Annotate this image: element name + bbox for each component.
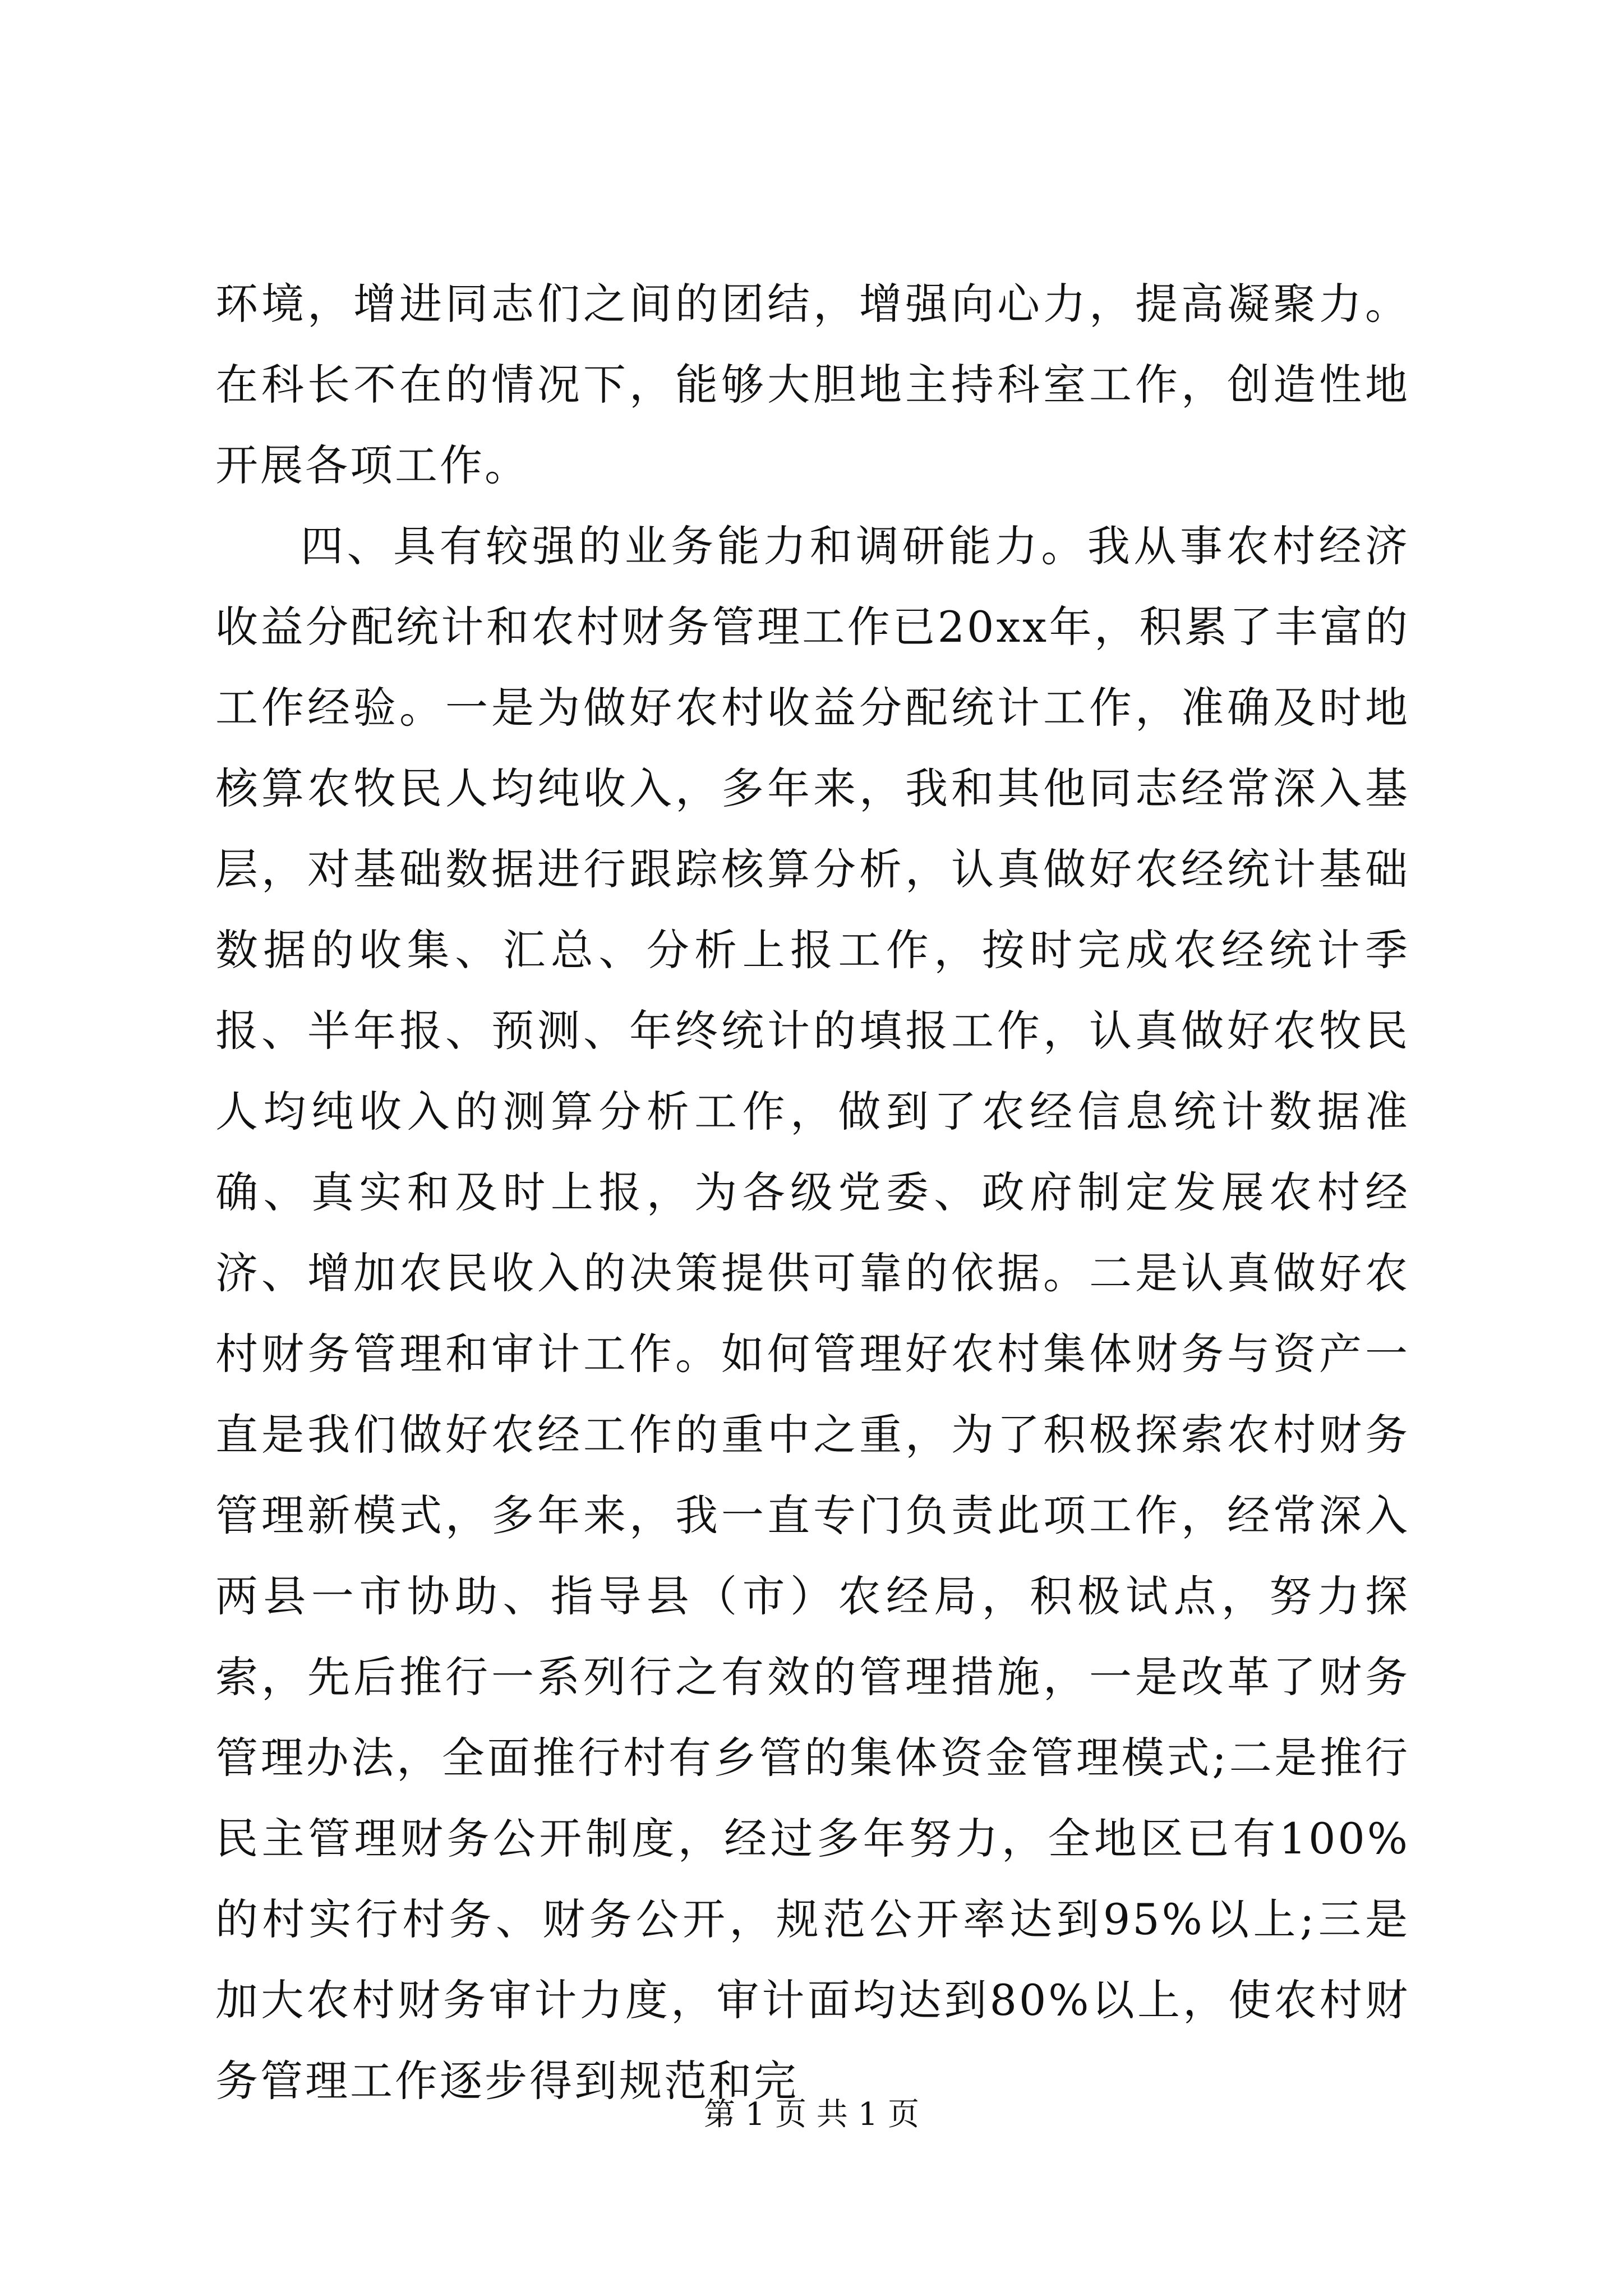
paragraph-1: 环境，增进同志们之间的团结，增强向心力，提高凝聚力。在科长不在的情况下，能够大胆地主持科室工作，创造性地开展各项工作。 [215, 279, 1410, 490]
page-footer: 第 1 页 共 1 页 [703, 2096, 920, 2133]
paragraph-2: 四、具有较强的业务能力和调研能力。我从事农村经济收益分配统计和农村财务管理工作已20xx年，积累了丰富的工作经验。一是为做好农村收益分配统计工作，准确及时地核算农牧民人均纯收入，多年来，我和其他同志经常深入基层，对基础数据进行跟踪核算分析，认真做好农经统计基础数据的收集、汇总、分析上报工作，按时完成农经统计季报、半年报、预测、年终统计的填报工作，认真做好农牧民人均纯收入的测算分析工作，做到了农经信息统计数据准确、真实和及时上报，为各级党委、政府制定发展农村经济、增加农民收入的决策提供可靠的依据。二是认真做好农村财务管理和审计工作。如何管理好农村集体财务与资产一直是我们做好农经工作的重中之重，为了积极探索农村财务管理新模式，多年来，我一直专门负责此项工作，经常深入两县一市协助、指导县（市）农经局，积极试点，努力探索，先后推行一系列行之有效的管理措施，一是改革了财务管理办法，全面推行村有乡管的集体资金管理模式;二是推行民主管理财务公开制度，经过多年努力，全地区已有100%的村实行村务、财务公开，规范公开率达到95%以上;三是加大农村财务审计力度，审计面均达到80%以上，使农村财务管理工作逐步得到规范和完 [215, 521, 1410, 2106]
document-body [215, 264, 1410, 2122]
